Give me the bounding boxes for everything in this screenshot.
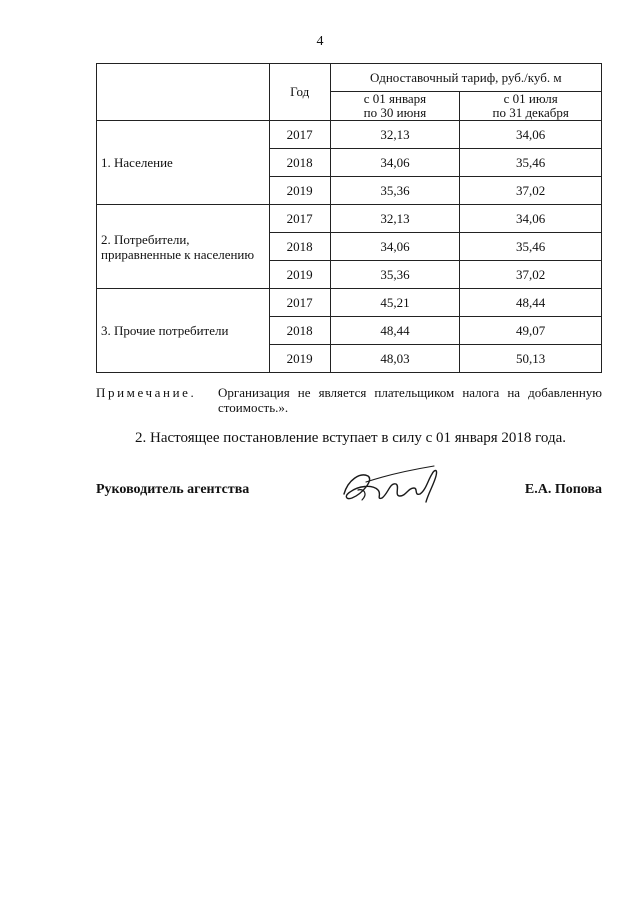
tariff-h2-cell: 34,06: [460, 205, 602, 233]
header-period-1: [330, 92, 460, 121]
category-population: [97, 121, 270, 205]
category-other-consumers: [97, 289, 270, 373]
year-cell: 2019: [269, 345, 330, 373]
table-row: [97, 205, 602, 233]
signatory-name: Е.А. Попова: [524, 482, 602, 497]
category-equivalent-consumers: [97, 205, 270, 289]
year-cell: 2018: [269, 149, 330, 177]
header-period-2-line1: с 01 июля: [503, 91, 558, 106]
tariff-h2-cell: 34,06: [460, 121, 602, 149]
year-cell: 2019: [269, 177, 330, 205]
category-label-line2: приравненные к населению: [101, 246, 255, 262]
tariff-h2-cell: 48,44: [460, 289, 602, 317]
tariff-h1-cell: 45,21: [330, 289, 460, 317]
header-tariff: Одноставочный тариф, руб./куб. м: [330, 64, 601, 92]
year-cell: 2017: [269, 289, 330, 317]
tariff-h2-cell: 37,02: [460, 177, 602, 205]
tariff-h1-cell: 34,06: [330, 149, 460, 177]
tariff-h1-cell: 34,06: [330, 233, 460, 261]
table-row: [97, 121, 602, 149]
tariff-table: [96, 63, 602, 373]
year-cell: 2018: [269, 233, 330, 261]
tariff-h1-cell: 32,13: [330, 205, 460, 233]
tariff-h1-cell: 48,03: [330, 345, 460, 373]
handwritten-signature: [338, 460, 448, 510]
year-cell: 2017: [269, 121, 330, 149]
year-cell: 2019: [269, 261, 330, 289]
tariff-h2-cell: 37,02: [460, 261, 602, 289]
note-label: Примечание.: [96, 385, 197, 400]
header-year: Год: [269, 64, 330, 121]
page-number: 4: [316, 34, 324, 49]
tariff-h1-cell: 35,36: [330, 177, 460, 205]
table-row: [97, 289, 602, 317]
note-text: Организация не является плательщиком налога на добавленную стоимость.».: [218, 385, 602, 415]
clause-effective-date: 2. Настоящее постановление вступает в силу с 01 января 2018 года.: [135, 430, 567, 446]
header-period-2-line2: по 31 декабря: [492, 105, 569, 120]
tariff-h1-cell: 32,13: [330, 121, 460, 149]
tariff-h2-cell: 50,13: [460, 345, 602, 373]
tariff-h2-cell: 49,07: [460, 317, 602, 345]
tariff-h1-cell: 48,44: [330, 317, 460, 345]
header-period-2: [460, 92, 602, 121]
table-header-row: [97, 64, 602, 92]
category-label-line1: 2. Потребители,: [101, 231, 190, 247]
category-label: 1. Население: [101, 155, 173, 170]
year-cell: 2017: [269, 205, 330, 233]
year-cell: 2018: [269, 317, 330, 345]
tariff-h1-cell: 35,36: [330, 261, 460, 289]
signatory-title: Руководитель агентства: [96, 482, 250, 497]
tariff-h2-cell: 35,46: [460, 149, 602, 177]
category-label: 3. Прочие потребители: [101, 323, 229, 338]
header-period-1-line2: по 30 июня: [363, 105, 427, 120]
tariff-h2-cell: 35,46: [460, 233, 602, 261]
header-period-1-line1: с 01 января: [363, 91, 427, 106]
header-empty-cell: [97, 64, 270, 121]
